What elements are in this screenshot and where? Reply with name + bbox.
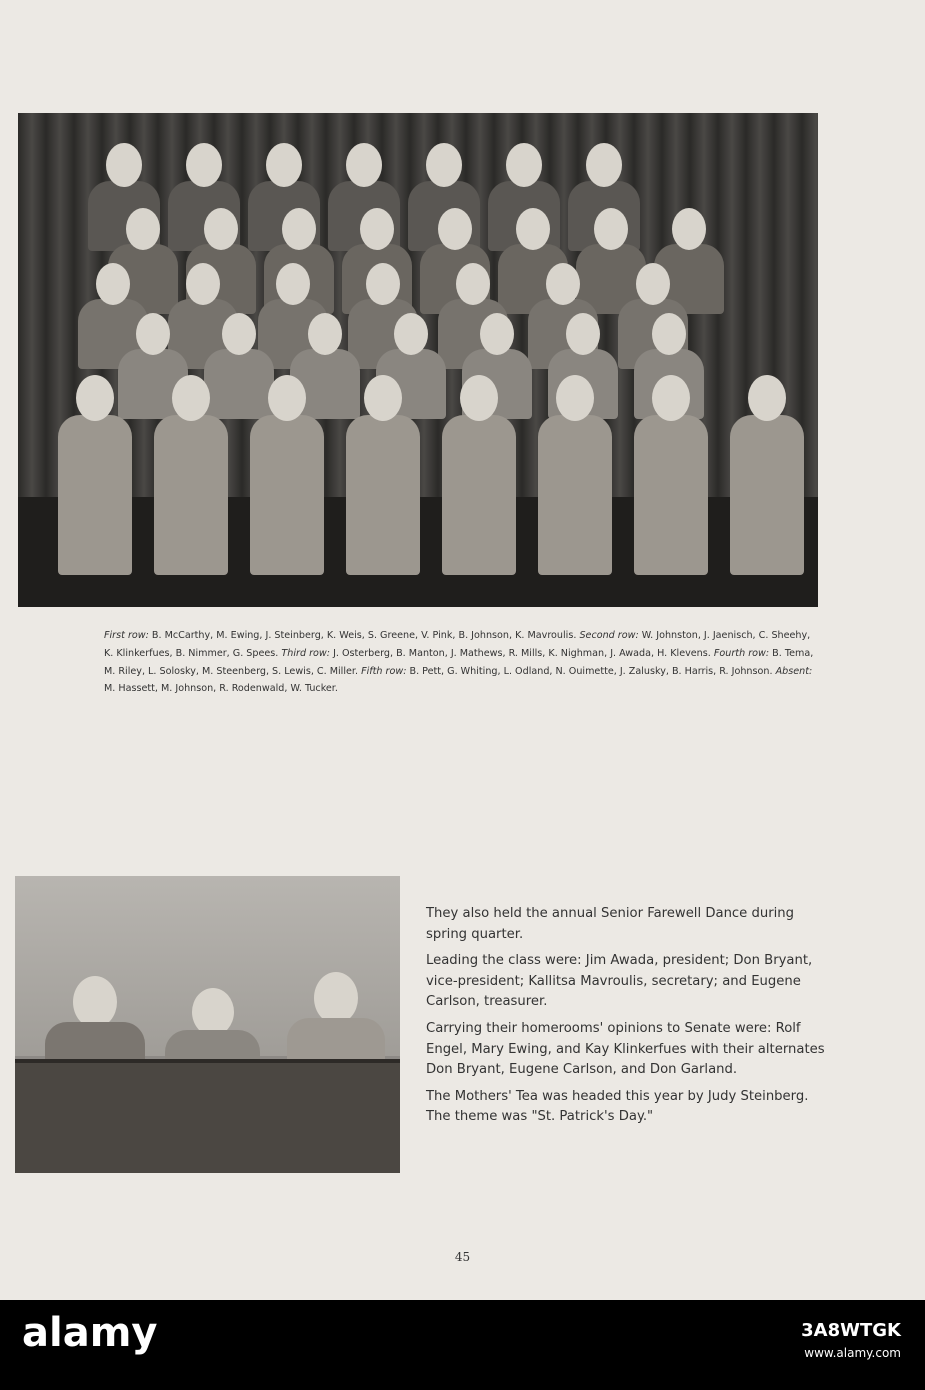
caption-absent-label: Absent: [775, 665, 813, 677]
caption-row3-label: Third row: [281, 647, 330, 659]
photo-caption [104, 627, 816, 698]
class-group-photo [18, 113, 818, 607]
desk [15, 1063, 400, 1173]
class-officers-photo [15, 876, 400, 1173]
article-paragraph-4: The Mothers' Tea was headed this year by Judy Steinberg. The theme was "St. Patrick's Day." [426, 1088, 809, 1125]
caption-row5: B. Pett, G. Whiting, L. Odland, N. Ouimette, J. Zalusky, B. Harris, R. Johnson. [409, 665, 773, 677]
caption-row1: B. McCarthy, M. Ewing, J. Steinberg, K. Weis, S. Greene, V. Pink, B. Johnson, K. Mavroulis. [151, 630, 577, 641]
image-id-block [801, 1320, 901, 1364]
page-number: 45 [454, 1250, 471, 1264]
caption-row2: W. Johnston, J. Jaenisch, C. Sheehy, K. Klinkerfues, B. Nimmer, G. Spees. [104, 630, 811, 659]
watermark-footer [0, 1300, 925, 1390]
caption-row4: B. Tema, M. Riley, L. Solosky, M. Steenberg, S. Lewis, C. Miller. [104, 647, 814, 677]
caption-row4-label: Fourth row: [713, 647, 770, 659]
caption-absent: M. Hassett, M. Johnson, R. Rodenwald, W. Tucker. [104, 683, 338, 695]
caption-row5-label: Fifth row: [361, 665, 407, 677]
caption-row1-label: First row: [104, 630, 149, 641]
alamy-logo: alamy [22, 1310, 158, 1356]
article-text [426, 904, 826, 1134]
site-url: www.alamy.com [804, 1346, 901, 1360]
article-paragraph-3: Carrying their homerooms' opinions to Senate were: Rolf Engel, Mary Ewing, and Kay Klinkerfues with their alternates Don Bryant, Eugene Carlson, and Don Garland. [426, 1020, 825, 1078]
article-paragraph-2: Leading the class were: Jim Awada, president; Don Bryant, vice-president; Kallitsa Mavroulis, secretary; and Eugene Carlson, treasurer. [426, 953, 813, 1010]
article-paragraph-1: They also held the annual Senior Farewell Dance during spring quarter. [426, 906, 795, 942]
caption-row3: J. Osterberg, B. Manton, J. Mathews, R. Mills, K. Nighman, J. Awada, H. Klevens. [333, 647, 711, 659]
caption-row2-label: Second row: [579, 630, 639, 641]
image-id: 3A8WTGK [801, 1320, 901, 1341]
